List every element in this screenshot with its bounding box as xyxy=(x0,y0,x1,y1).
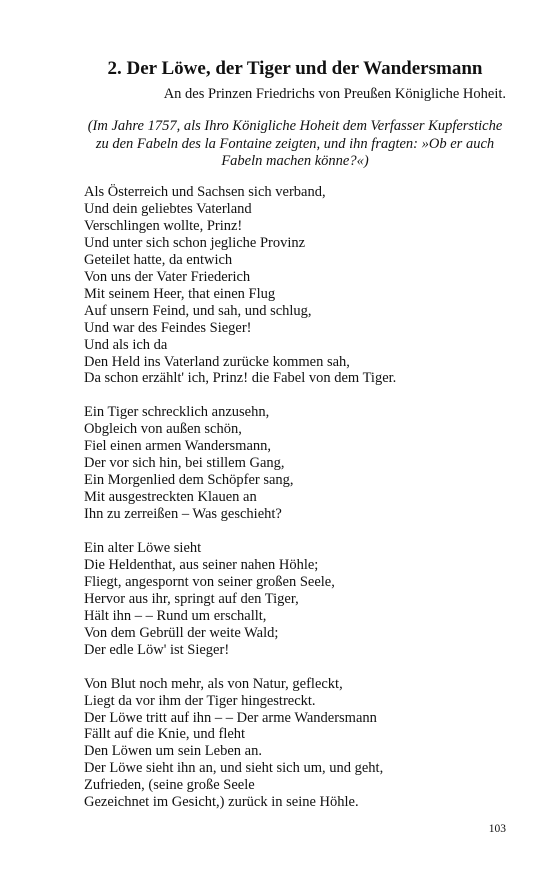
poem-line: Fällt auf die Knie, und fleht xyxy=(84,726,246,743)
poem-line: Der edle Löw' ist Sieger! xyxy=(84,641,230,658)
poem-line: Hält ihn – – Rund um erschallt, xyxy=(84,607,267,624)
intro-line: Fabeln machen könne?«) xyxy=(221,153,369,169)
poem-line: Die Heldenthat, aus seiner nahen Höhle; xyxy=(84,556,319,573)
poem-line: Den Held ins Vaterland zurücke kommen sah, xyxy=(84,353,350,370)
poem-line: Ein Tiger schrecklich anzusehn, xyxy=(84,404,270,421)
poem-line: Liegt da vor ihm der Tiger hingestreckt. xyxy=(84,692,316,709)
poem-line: Ein Morgenlied dem Schöpfer sang, xyxy=(84,472,294,489)
poem-line: Von dem Gebrüll der weite Wald; xyxy=(84,624,279,641)
poem-line: Mit ausgestreckten Klauen an xyxy=(84,489,257,506)
page-number: 103 xyxy=(488,823,506,835)
poem-line: Von Blut noch mehr, als von Natur, gefleckt, xyxy=(84,675,343,692)
stanza-3 xyxy=(84,540,524,659)
poem-line: Der Löwe tritt auf ihn – – Der arme Wandersmann xyxy=(84,709,377,726)
poem-line: Und als ich da xyxy=(84,336,168,353)
poem-line: Und war des Feindes Sieger! xyxy=(84,319,252,336)
intro-line: zu den Fabeln des la Fontaine zeigten, und ihn fragten: »Ob er auch xyxy=(95,135,495,152)
poem-line: Hervor aus ihr, springt auf den Tiger, xyxy=(84,590,299,607)
poem-line: Und dein geliebtes Vaterland xyxy=(84,200,252,217)
poem-line: Als Österreich und Sachsen sich verband, xyxy=(84,184,326,200)
intro-note xyxy=(80,118,510,171)
stanza-1 xyxy=(84,184,524,387)
poem-line: Zufrieden, (seine große Seele xyxy=(84,777,255,794)
poem-line: Geteilet hatte, da entwich xyxy=(84,251,233,268)
stanza-2 xyxy=(84,404,524,523)
dedication: An des Prinzen Friedrichs von Preußen Königliche Hoheit. xyxy=(163,86,506,102)
poem-line: Mit seinem Heer, that einen Flug xyxy=(84,285,276,302)
poem-line: Obgleich von außen schön, xyxy=(84,421,242,438)
poem-line: Von uns der Vater Friederich xyxy=(84,268,251,285)
stanza-4 xyxy=(84,676,524,812)
poem-line: Auf unsern Feind, und sah, und schlug, xyxy=(84,302,312,319)
poem-line: Verschlingen wollte, Prinz! xyxy=(84,217,243,234)
poem-line: Ein alter Löwe sieht xyxy=(84,539,202,556)
poem-line: Der Löwe sieht ihn an, und sieht sich um, und geht, xyxy=(84,760,384,777)
poem-line: Den Löwen um sein Leben an. xyxy=(84,743,262,760)
poem-line: Der vor sich hin, bei stillem Gang, xyxy=(84,455,285,472)
poem-line: Und unter sich schon jegliche Provinz xyxy=(84,234,306,251)
poem-title: 2. Der Löwe, der Tiger und der Wandersmann xyxy=(107,58,483,79)
poem-line: Gezeichnet im Gesicht,) zurück in seine Höhle. xyxy=(84,794,359,811)
poem-line: Fliegt, angespornt von seiner großen Seele, xyxy=(84,573,335,590)
poem-body xyxy=(84,184,524,811)
poem-line: Fiel einen armen Wandersmann, xyxy=(84,438,272,455)
intro-line: (Im Jahre 1757, als Ihro Königliche Hoheit dem Verfasser Kupferstiche xyxy=(87,118,503,134)
poem-line: Ihn zu zerreißen – Was geschieht? xyxy=(84,506,282,523)
poem-line: Da schon erzählt' ich, Prinz! die Fabel von dem Tiger. xyxy=(84,370,397,387)
